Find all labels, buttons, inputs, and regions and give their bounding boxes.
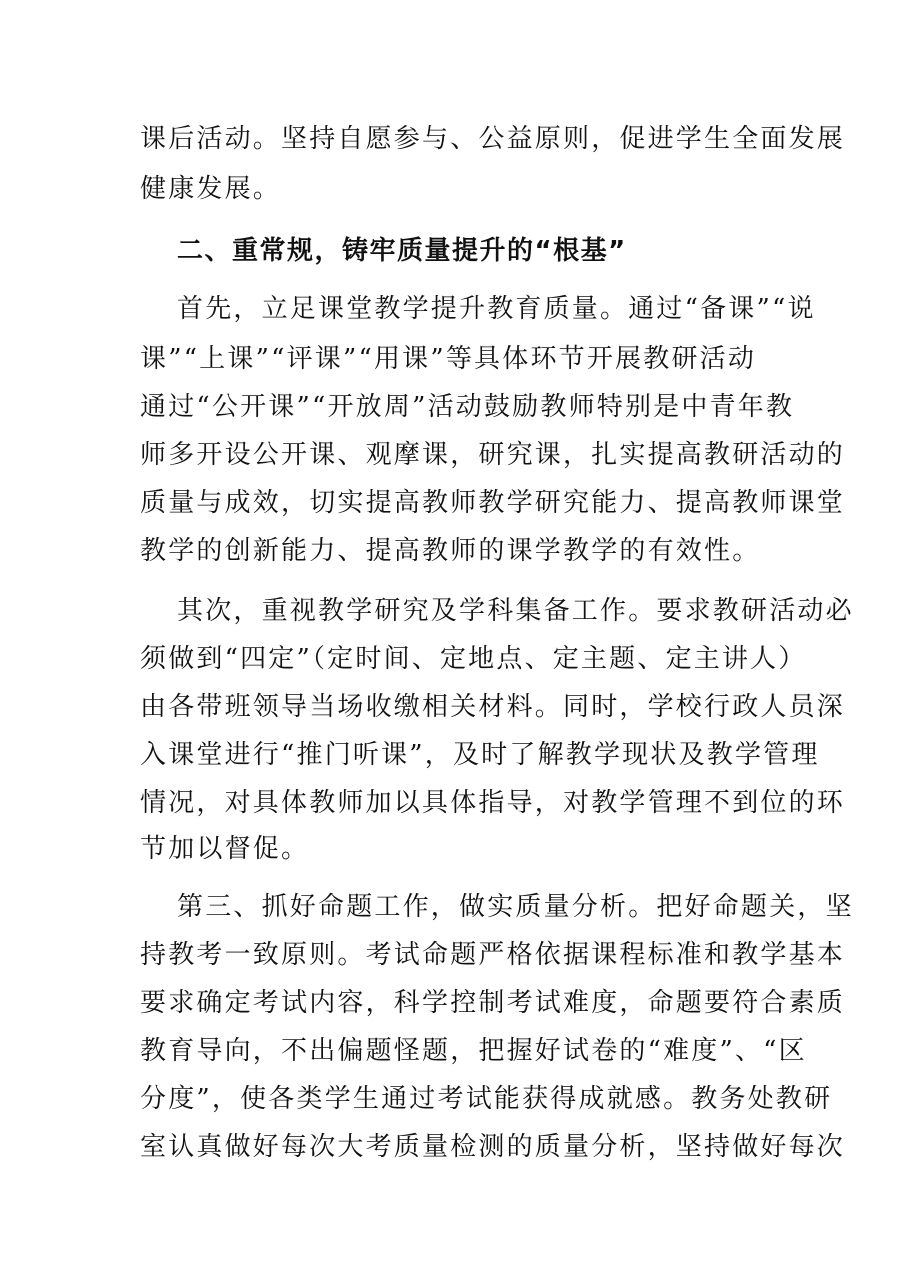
paragraph-line: 师多开设公开课、观摩课，研究课，扎实提高教研活动的 — [140, 440, 846, 470]
paragraph-line: 要求确定考试内容，科学控制考试难度，命题要符合素质 — [140, 988, 846, 1018]
paragraph-line: 节加以督促。 — [140, 834, 310, 864]
paragraph-line: 情况，对具体教师加以具体指导，对教学管理不到位的环 — [140, 788, 846, 818]
paragraph-line: 教学的创新能力、提高教师的课学教学的有效性。 — [140, 536, 761, 566]
paragraph-line: 课”“上课”“评课”“用课”等具体环节开展教研活动 — [140, 344, 757, 374]
paragraph-line: 课后活动。坚持自愿参与、公益原则，促进学生全面发展 — [140, 124, 846, 154]
paragraph-line: 首先，立足课堂教学提升教育质量。通过“备课”“说 — [177, 294, 816, 324]
paragraph-line: 第三、抓好命题工作，做实质量分析。把好命题关，坚 — [177, 892, 854, 922]
paragraph-line: 须做到“四定”（定时间、定地点、定主题、定主讲人） — [140, 644, 807, 674]
paragraph-line: 其次，重视教学研究及学科集备工作。要求教研活动必 — [177, 596, 854, 626]
paragraph-line: 入课堂进行“推门听课”，及时了解教学现状及教学管理 — [140, 740, 820, 770]
paragraph-line: 持教考一致原则。考试命题严格依据课程标准和教学基本 — [140, 940, 846, 970]
paragraph-line: 通过“公开课”“开放周”活动鼓励教师特别是中青年教 — [140, 392, 795, 422]
paragraph-line: 健康发展。 — [140, 174, 282, 204]
paragraph-line: 分度”，使各类学生通过考试能获得成就感。教务处教研 — [140, 1084, 833, 1114]
paragraph-line: 教育导向，不出偏题怪题，把握好试卷的“难度”、“区 — [140, 1036, 807, 1066]
paragraph-line: 室认真做好每次大考质量检测的质量分析，坚持做好每次 — [140, 1132, 846, 1162]
section-heading: 二、重常规，铸牢质量提升的“根基” — [177, 236, 627, 266]
paragraph-line: 由各带班领导当场收缴相关材料。同时，学校行政人员深 — [140, 692, 846, 722]
paragraph-line: 质量与成效，切实提高教师教学研究能力、提高教师课堂 — [140, 488, 846, 518]
